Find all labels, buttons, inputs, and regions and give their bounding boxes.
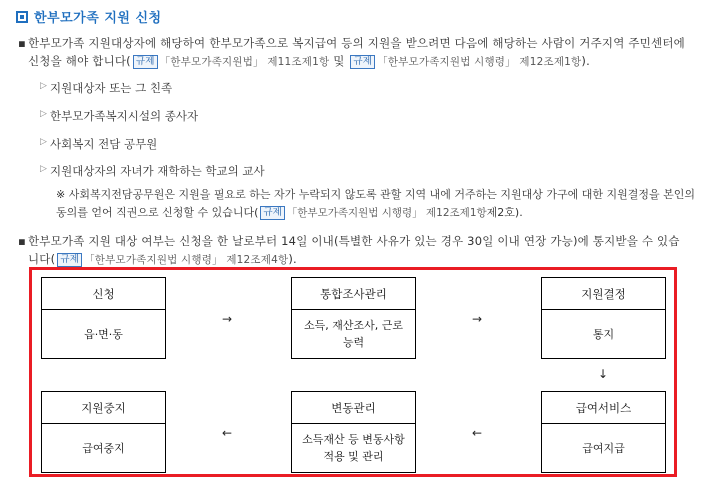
- flow-box-decision: [541, 277, 666, 359]
- flow-box-head: 변동관리: [292, 392, 415, 424]
- down-arrow-icon: ↓: [598, 367, 609, 381]
- official-note: [56, 186, 696, 222]
- left-arrow-icon: ←: [472, 426, 483, 440]
- flow-box-body: 소득, 재산조사, 근로능력: [304, 319, 403, 349]
- title-text: 한부모가족 지원 신청: [34, 11, 162, 26]
- right-arrow-icon: →: [472, 312, 483, 326]
- para1-end: ).: [581, 54, 590, 68]
- flow-box-change-management: [291, 391, 416, 473]
- flow-box-body: 소득재산 등 변동사항 적용 및 관리: [302, 433, 405, 463]
- regulation-tag[interactable]: 규제: [260, 206, 284, 220]
- left-arrow-icon: ←: [222, 426, 233, 440]
- square-bullet-icon: [16, 11, 28, 23]
- applicant-item: ▷ 지원대상자의 자녀가 재학하는 학교의 교사: [40, 164, 265, 178]
- flow-box-suspend: [41, 391, 166, 473]
- section-title: [16, 7, 162, 26]
- bullet-dot-icon: ▪: [18, 36, 26, 50]
- flow-box-head: 지원결정: [542, 278, 665, 310]
- law-reference-link[interactable]: 「한부모가족지원법 시행령」 제12조제1항: [286, 207, 487, 219]
- law-reference-link[interactable]: 「한부모가족지원법」 제11조제1항: [159, 56, 330, 68]
- para2-end: ).: [288, 252, 297, 266]
- notification-paragraph: [18, 232, 688, 269]
- applicant-item: ▷ 지원대상자 또는 그 친족: [40, 81, 173, 95]
- flow-box-investigation: [291, 277, 416, 359]
- flow-box-apply: [41, 277, 166, 359]
- flow-box-head: 신청: [42, 278, 165, 310]
- flow-box-head: 지원중지: [42, 392, 165, 424]
- flow-box-body: 통지: [592, 327, 615, 341]
- application-paragraph: [18, 34, 688, 71]
- triangle-bullet-icon: ▷: [40, 164, 47, 174]
- right-arrow-icon: →: [222, 312, 233, 326]
- flow-box-head: 급여서비스: [542, 392, 665, 424]
- para2-text: 한부모가족 지원 대상 여부는 신청을 한 날로부터 14일 이내(특별한 사유가 있는 경우 30일 이내 연장 가능)에 통지받을 수 있습니다(: [28, 234, 680, 266]
- note-end: 제2호).: [486, 206, 523, 219]
- flow-box-benefit-service: [541, 391, 666, 473]
- triangle-bullet-icon: ▷: [40, 81, 47, 91]
- para1-text: 한부모가족 지원대상자에 해당하여 한부모가족으로 복지급여 등의 지원을 받으려면 다음에 해당하는 사람이 거주지역 주민센터에 신청을 해야 합니다(: [28, 36, 685, 68]
- applicant-item: ▷ 한부모가족복지시설의 종사자: [40, 109, 199, 123]
- flow-box-body: 급여중지: [82, 441, 125, 455]
- flow-box-body: 급여지급: [582, 441, 625, 455]
- bullet-dot-icon: ▪: [18, 234, 26, 248]
- process-flow-diagram: [29, 267, 677, 477]
- law-reference-link[interactable]: 「한부모가족지원법 시행령」 제12조제4항: [84, 254, 289, 266]
- flow-box-head: 통합조사관리: [292, 278, 415, 310]
- law-reference-link[interactable]: 「한부모가족지원법 시행령」 제12조제1항: [377, 56, 582, 68]
- triangle-bullet-icon: ▷: [40, 109, 47, 119]
- applicant-item: ▷ 사회복지 전담 공무원: [40, 137, 158, 151]
- regulation-tag[interactable]: 규제: [57, 253, 82, 267]
- triangle-bullet-icon: ▷: [40, 137, 47, 147]
- flow-box-body: 읍·면·동: [84, 327, 123, 341]
- note-text: ※ 사회복지전담공무원은 지원을 필요로 하는 자가 누락되지 않도록 관할 지역 내에 거주하는 지원대상 가구에 대한 지원결정을 본인의 동의를 얻어 직권으로 신청할 수 있습니다(: [56, 188, 695, 219]
- regulation-tag[interactable]: 규제: [133, 55, 158, 69]
- regulation-tag[interactable]: 규제: [350, 55, 375, 69]
- para1-mid: 및: [329, 54, 349, 68]
